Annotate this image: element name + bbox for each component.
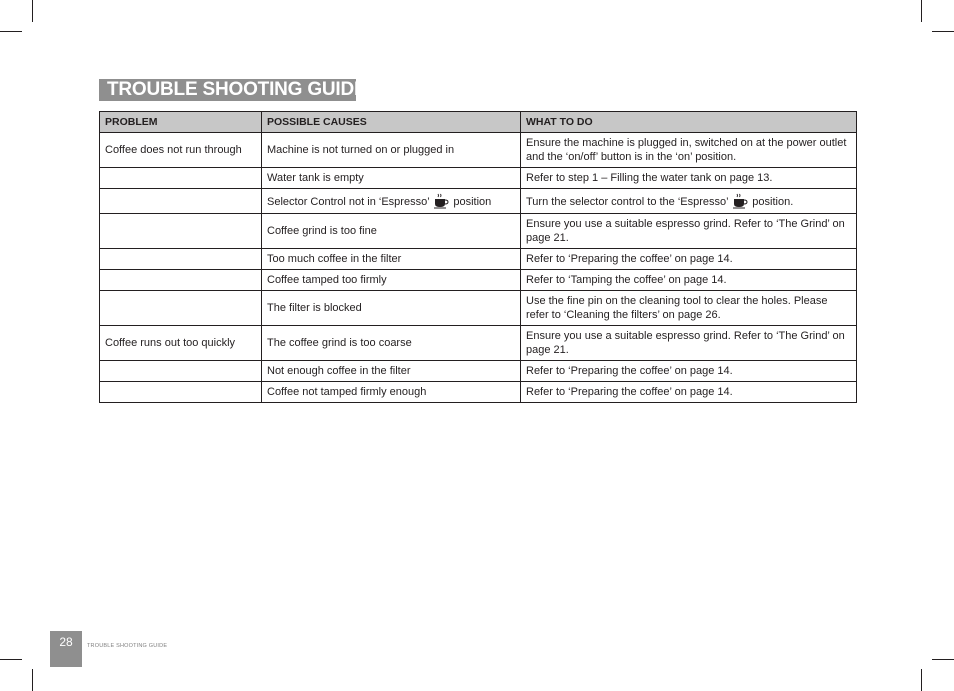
crop-mark [932, 659, 954, 660]
problem-cell [100, 291, 262, 326]
crop-mark [32, 0, 33, 22]
problem-cell [100, 189, 262, 214]
cause-cell: Water tank is empty [262, 168, 521, 189]
crop-mark [921, 0, 922, 22]
action-text: Turn the selector control to the ‘Espresso’ [526, 196, 729, 208]
crop-mark [932, 31, 954, 32]
action-cell: Ensure you use a suitable espresso grind. Refer to ‘The Grind’ on page 21. [521, 326, 857, 361]
action-cell: Ensure you use a suitable espresso grind. Refer to ‘The Grind’ on page 21. [521, 214, 857, 249]
cause-text: Selector Control not in ‘Espresso’ [267, 196, 430, 208]
cause-cell: The coffee grind is too coarse [262, 326, 521, 361]
cause-cell: Not enough coffee in the filter [262, 361, 521, 382]
problem-cell: Coffee does not run through [100, 133, 262, 168]
action-cell: Refer to step 1 – Filling the water tank on page 13. [521, 168, 857, 189]
problem-cell [100, 270, 262, 291]
action-cell: Refer to ‘Tamping the coffee’ on page 14. [521, 270, 857, 291]
footer-section-label: TROUBLE SHOOTING GUIDE [87, 643, 168, 649]
section-title-bar [99, 79, 367, 101]
page-number: 28 [59, 635, 73, 649]
action-cell: Refer to ‘Preparing the coffee’ on page 14. [521, 382, 857, 403]
table-row [100, 168, 857, 189]
column-header-action: WHAT TO DO [521, 112, 857, 133]
table-row [100, 361, 857, 382]
page-title: TROUBLE SHOOTING GUIDE [107, 79, 367, 100]
cause-cell: Coffee grind is too fine [262, 214, 521, 249]
column-header-problem: PROBLEM [100, 112, 262, 133]
problem-cell [100, 382, 262, 403]
crop-mark [921, 669, 922, 691]
page-number-box [50, 631, 82, 667]
action-text: position. [752, 196, 794, 208]
espresso-cup-icon [433, 193, 449, 209]
cause-cell: Machine is not turned on or plugged in [262, 133, 521, 168]
crop-mark [32, 669, 33, 691]
cause-cell: Coffee tamped too firmly [262, 270, 521, 291]
cause-cell: The filter is blocked [262, 291, 521, 326]
troubleshooting-table [99, 111, 857, 403]
problem-cell [100, 168, 262, 189]
problem-cell: Coffee runs out too quickly [100, 326, 262, 361]
problem-cell [100, 361, 262, 382]
table-row [100, 249, 857, 270]
table-row [100, 214, 857, 249]
table-header-row [100, 112, 857, 133]
cause-cell: Too much coffee in the filter [262, 249, 521, 270]
table-row [100, 326, 857, 361]
action-cell: Refer to ‘Preparing the coffee’ on page 14. [521, 249, 857, 270]
cause-cell [262, 189, 521, 214]
table-row [100, 133, 857, 168]
table-row [100, 189, 857, 214]
action-cell: Refer to ‘Preparing the coffee’ on page 14. [521, 361, 857, 382]
action-cell [521, 189, 857, 214]
crop-mark [0, 659, 22, 660]
column-header-causes: POSSIBLE CAUSES [262, 112, 521, 133]
crop-mark [0, 31, 22, 32]
problem-cell [100, 214, 262, 249]
action-cell: Use the fine pin on the cleaning tool to clear the holes. Please refer to ‘Cleaning the filters’ on page 26. [521, 291, 857, 326]
espresso-cup-icon [732, 193, 748, 209]
cause-cell: Coffee not tamped firmly enough [262, 382, 521, 403]
action-cell: Ensure the machine is plugged in, switched on at the power outlet and the ‘on/off’ button is in the ‘on’ position. [521, 133, 857, 168]
table-row [100, 382, 857, 403]
problem-cell [100, 249, 262, 270]
table-row [100, 291, 857, 326]
cause-text: position [453, 196, 492, 208]
table-row [100, 270, 857, 291]
